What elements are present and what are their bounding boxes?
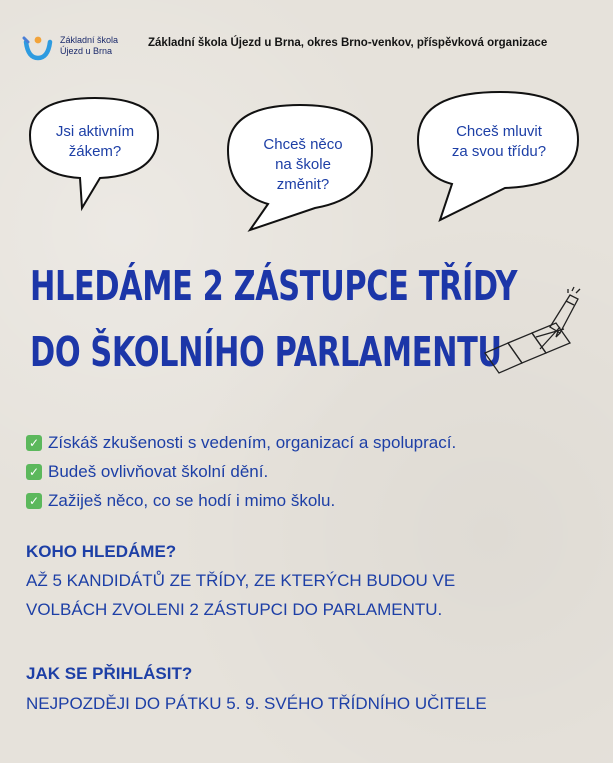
logo-text-line2: Újezd u Brna [60, 46, 113, 56]
how-line1: NEJPOZDĚJI DO PÁTKU 5. 9. SVÉHO TŘÍDNÍHO UČITELE [26, 694, 487, 713]
benefit-text: Zažiješ něco, co se hodí i mimo školu. [48, 490, 336, 510]
bubble-2-line: na škole [275, 156, 331, 173]
benefit-text: Získáš zkušenosti s vedením, organizací a spoluprací. [48, 432, 457, 452]
bubble-2-text [240, 135, 366, 195]
bubble-3-line: za svou třídu? [451, 143, 547, 160]
bubble-1-text [40, 122, 150, 162]
list-item [26, 486, 456, 515]
how-description [26, 689, 487, 718]
school-logo [22, 30, 142, 64]
logo-text-line1: Základní škola [60, 35, 119, 45]
headline-line1: HLEDÁME 2 ZÁSTUPCE TŘÍDY [30, 262, 518, 310]
list-item [26, 457, 456, 486]
bubble-1-line: Jsi aktivním [55, 123, 135, 140]
who-description [26, 566, 455, 624]
list-item [26, 428, 456, 457]
check-icon: ✓ [26, 435, 42, 451]
how-heading: JAK SE PŘIHLÁSIT? [26, 664, 193, 683]
organization-name: Základní škola Újezd u Brna, okres Brno-venkov, příspěvková organizace [148, 37, 548, 49]
bubble-2-line: změnit? [276, 176, 330, 193]
who-line1: AŽ 5 KANDIDÁTŮ ZE TŘÍDY, ZE KTERÝCH BUDOU VE [26, 571, 456, 590]
headline-line2: DO ŠKOLNÍHO PARLAMENTU [30, 328, 502, 376]
check-icon: ✓ [26, 493, 42, 509]
school-logo-icon [22, 30, 54, 62]
benefit-text: Budeš ovlivňovat školní dění. [48, 461, 269, 481]
bubble-3-text [425, 122, 573, 162]
bubble-2-line: Chceš něco [263, 136, 343, 153]
ballot-checkbox-icon [480, 285, 590, 380]
speech-bubbles [0, 80, 613, 240]
check-icon: ✓ [26, 464, 42, 480]
who-line2: VOLBÁCH ZVOLENI 2 ZÁSTUPCI DO PARLAMENTU. [26, 600, 443, 619]
who-heading: KOHO HLEDÁME? [26, 542, 177, 561]
benefits-list [26, 428, 456, 515]
bubble-3-line: Chceš mluvit [456, 123, 542, 140]
bubble-1-line: žákem? [68, 143, 122, 160]
